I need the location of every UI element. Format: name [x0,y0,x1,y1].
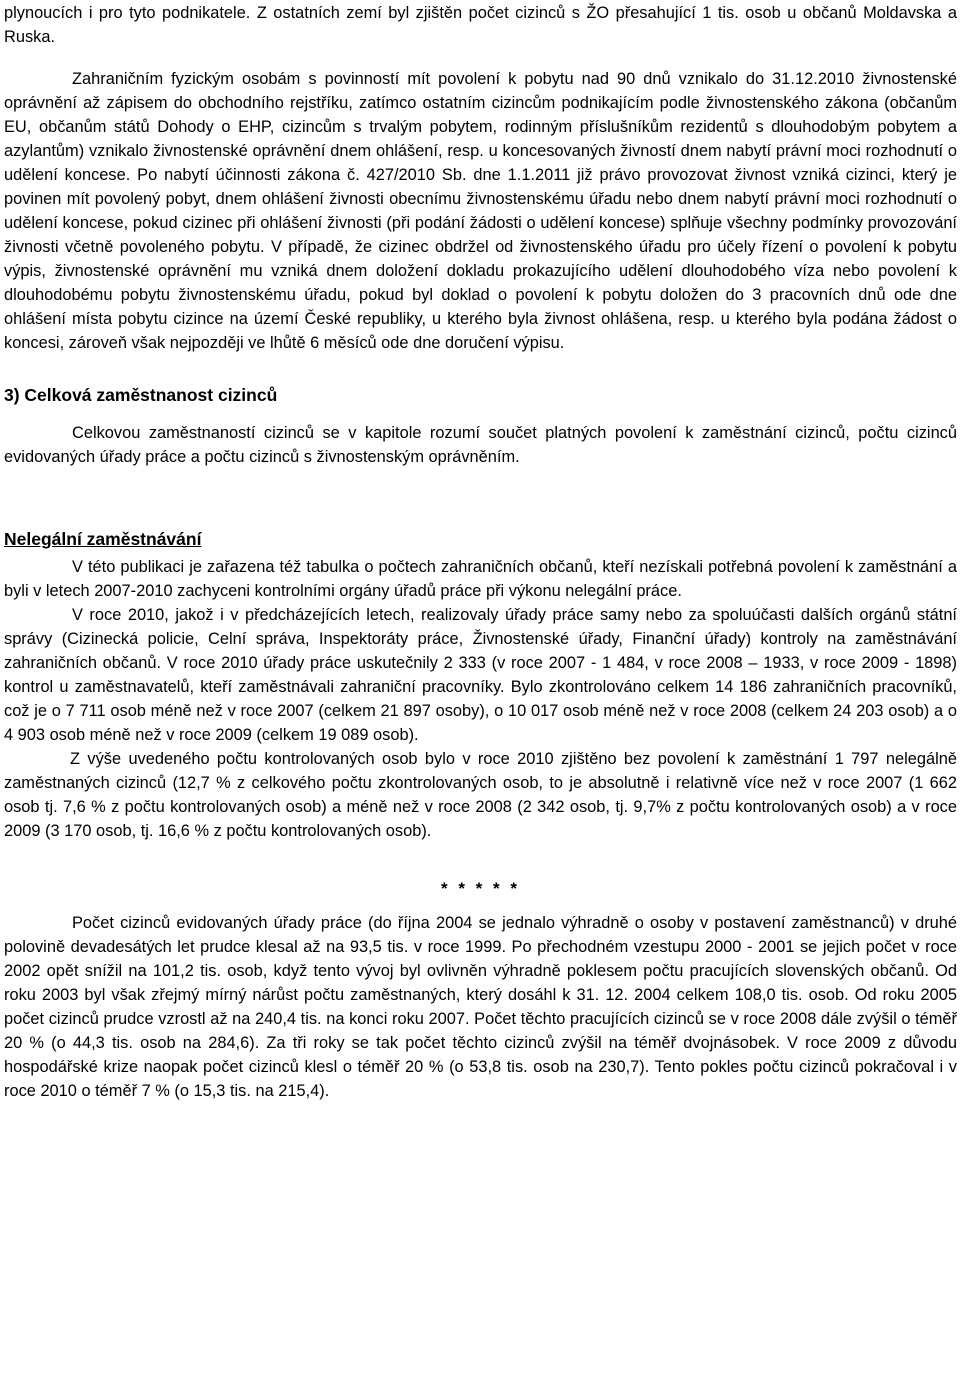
spacer [4,49,957,67]
spacer [4,901,957,911]
foreign-persons-paragraph: Zahraničním fyzickým osobám s povinností mít povolení k pobytu nad 90 dnů vznikalo do 31.12.2010 živnostenské oprávnění až zápisem do obchodního rejstříku, zatímco ostatním cizincům podnikajícím podle živnostenského zákona (občanům EU, občanům států Dohody o EHP, cizincům s trvalým pobytem, rodinným příslušníkům rezidentů s dlouhodobým pobytem a azylantům) vznikalo živnostenské oprávnění dnem ohlášení, resp. u koncesovaných živností dnem nabytí právní moci rozhodnutí o udělení koncese. Po nabytí účinnosti zákona č. 427/2010 Sb. dne 1.1.2011 již právo provozovat živnost vzniká cizinci, který je povinen mít povolený pobyt, dnem ohlášení živnosti obecnímu živnostenskému úřadu nebo dnem nabytí právní moci rozhodnutí o udělení koncese, pokud cizinec při ohlášení živnosti (při podání žádosti o udělení koncese) splňuje všechny podmínky provozování živnosti včetně povoleného pobytu. V případě, že cizinec obdržel od živnostenského úřadu pro účely řízení o povolení k pobytu výpis, živnostenské oprávnění mu vzniká dnem doložení dokladu prokazujícího udělení dlouhodobého víza nebo povolení k dlouhodobému pobytu živnostenskému úřadu, pokud byl doklad o povolení k pobytu doložen do 3 pracovních dnů ode dne ohlášení místa pobytu cizince na území České republiky, u kterého byla živnost ohlášena, resp. u kterého byla podána žádost o koncesi, zároveň však nejpozději ve lhůtě 6 měsíců ode dne doručení výpisu. [4,70,957,352]
section-heading-total-employment: 3) Celková zaměstnanost cizinců [4,385,278,405]
spacer [4,407,957,421]
section-separator-stars: * * * * * [441,879,520,898]
intro-paragraph-tail: plynoucích i pro tyto podnikatele. Z ostatních zemí byl zjištěn počet cizinců s ŽO přesahující 1 tis. osob u občanů Moldavska a Ruska. [4,4,957,46]
illegal-employment-paragraph-3: Z výše uvedeného počtu kontrolovaných osob bylo v roce 2010 zjištěno bez povolení k zaměstnání 1 797 nelegálně zaměstnaných cizinců (12,7 % z celkového počtu zkontrolovaných osob, to je absolutně i relativně více než v roce 2007 (1 662 osob tj. 7,6 % z počtu kontrolovaných osob) a méně než v roce 2008 (2 342 osob, tj. 9,7% z počtu kontrolovaných osob) a v roce 2009 (3 170 osob, tj. 16,6 % z počtu kontrolovaných osob). [4,750,957,840]
illegal-employment-paragraph-2: V roce 2010, jakož i v předcházejících letech, realizovaly úřady práce samy nebo za spoluúčasti dalších orgánů státní správy (Cizinecká policie, Celní správa, Inspektoráty práce, Živnostenské úřady, Finanční úřady) kontroly na zaměstnávání zahraničních občanů. V roce 2010 úřady práce uskutečnily 2 333 (v roce 2007 - 1 484, v roce 2008 – 1933, v roce 2009 - 1898) kontrol u zaměstnavatelů, kteří zaměstnávali zahraniční pracovníky. Bylo zkontrolováno celkem 14 186 zahraničních pracovníků, což je o 7 711 osob méně než v roce 2007 (celkem 21 897 osoby), o 10 017 osob méně než v roce 2008 (celkem 24 203 osob) a o 4 903 osob méně než v roce 2009 (celkem 19 089 osob). [4,606,957,744]
spacer [4,469,957,527]
total-employment-paragraph: Celkovou zaměstnaností cizinců se v kapitole rozumí součet platných povolení k zaměstnání cizinců, počtu cizinců evidovaných úřady práce a počtu cizinců s živnostenským oprávněním. [4,424,957,466]
section-heading-illegal-employment: Nelegální zaměstnávání [4,529,202,549]
document-page [4,0,957,1103]
spacer [4,355,957,383]
illegal-employment-paragraph-1: V této publikaci je zařazena též tabulka o počtech zahraničních občanů, kteří nezískali potřebná povolení k zaměstnání a byli v letech 2007-2010 zachyceni kontrolními orgány úřadů práce při výkonu nelegální práce. [4,558,957,600]
registered-foreigners-paragraph: Počet cizinců evidovaných úřady práce (do října 2004 se jednalo výhradně o osoby v postavení zaměstnanců) v druhé polovině devadesátých let prudce klesal až na 93,5 tis. v roce 1999. Po přechodném vzestupu 2000 - 2001 se jejich počet v roce 2002 opět snížil na 101,2 tis. osob, když tento vývoj byl ovlivněn výhradně poklesem počtu pracujících slovenských občanů. Od roku 2003 byl však zřejmý mírný nárůst počtu zaměstnaných, který dosáhl k 31. 12. 2004 celkem 108,0 tis. osob. Od roku 2005 počet cizinců prudce vzrostl až na 240,4 tis. na konci roku 2007. Počet těchto pracujících cizinců se v roce 2008 dále zvýšil o téměř 20 % (o 44,3 tis. osob na 284,6). Za tři roky se tak počet těchto cizinců zvýšil na téměř dvojnásobek. V roce 2009 z důvodu hospodářské krize naopak počet cizinců klesl o téměř 20 % (o 53,8 tis. osob na 230,7). Tento pokles počtu cizinců pokračoval i v roce 2010 o téměř 7 % (o 15,3 tis. na 215,4). [4,914,957,1100]
spacer [4,843,957,877]
